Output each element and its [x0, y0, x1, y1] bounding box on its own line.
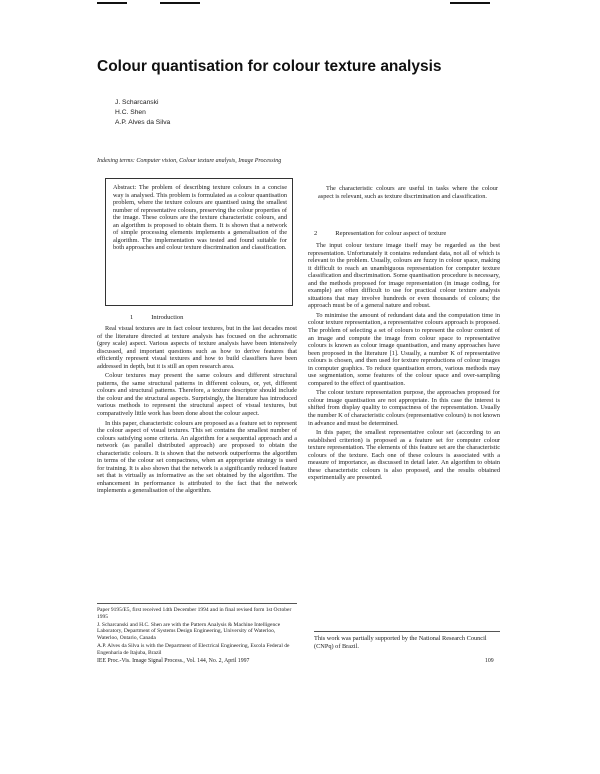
section-1-heading — [130, 314, 201, 321]
footnote: J. Scharcanski and H.C. Shen are with the Pattern Analysis & Machine Intelligence Laboratory, Department of Systems Design Engineering, University of Waterloo, Waterloo, Ontario, Canada — [97, 621, 281, 642]
paragraph: The colour texture representation purpose, the approaches proposed for colour image quantisation are not appropriate. In this case the interest is shifted from display quality to compactness of the representation. Usually the number K of characteristic colours (representative colours) is not known in advance and must be determined. — [308, 389, 500, 427]
section-2-heading — [314, 230, 464, 237]
paragraph: The characteristic colours are useful in tasks where the colour aspect is relevant, such as texture discrimination and classification. — [318, 185, 498, 200]
introduction-body — [97, 325, 297, 497]
paper-footnotes — [97, 603, 297, 658]
section-title: Introduction — [151, 314, 184, 321]
author-name: J. Scharcanski — [115, 99, 159, 106]
paragraph: Real visual textures are in fact colour textures, but in the last decades most of the literature directed at texture analysis has focused on the achromatic (grey scale) aspect. Various aspects of texture analysis have been intensively discussed, and important questions such as how to derive features that efficiently represent visual textures and how to build classifiers have been addressed in depth, but it is still an open research area. — [97, 325, 297, 370]
footnote: A.P. Alves da Silva is with the Department of Electrical Engineering, Escola Federal de Engenharia de Itajuba, Brazil — [97, 642, 290, 656]
top-rule-middle — [160, 2, 200, 4]
paper-title: Colour quantisation for colour texture analysis — [97, 58, 442, 75]
abstract — [113, 184, 287, 254]
paragraph: The input colour texture image itself may be regarded as the best representation. Unfortunately it contains redundant data, not all of which is relevant to the problem. Usually, colours are fuzzy in colour space, making it difficult to reach an unambiguous representation for computer texture classification and discrimination. Some quantisation procedure is necessary, and the methods proposed for image representation (in image coding, for example) are often difficult to use for practical colour texture analysis situations that may involve hundreds or even thousands of colours; the approach must be of a general nature and robust. — [308, 242, 500, 310]
section-title: Representation for colour aspect of texture — [335, 230, 447, 237]
indexing-terms: Indexing terms: Computer vision, Colour texture analysis, Image Processing — [97, 158, 282, 164]
journal-citation: IEE Proc.-Vis. Image Signal Process., Vol. 144, No. 2, April 1997 — [97, 658, 250, 664]
author-name: H.C. Shen — [115, 109, 146, 116]
paragraph: In this paper, the smallest representative colour set (according to an established criterion) is proposed as a feature set for computer colour texture representation. The elements of this feature set are the characteristic colours of the texture. Each one of these colours is associated with a measure of importance, as discussed in detail later. An algorithm to obtain these characteristic colours is also proposed, and the results obtained experimentally are presented. — [308, 429, 500, 482]
author-list — [115, 98, 170, 128]
section-number: 1 — [130, 314, 134, 321]
page-number: 109 — [485, 658, 494, 664]
footnote: Paper 9195/E5, first received 14th December 1994 and in final revised form 1st October 1995 — [97, 607, 292, 620]
author-name: A.P. Alves da Silva — [115, 119, 171, 126]
paragraph: Colour textures may present the same colours and different structural patterns, the same structural patterns in different colours, or, yet, different colours and structural patterns. Therefore, a texture descriptor should include the colour and the structural aspects. Surprisingly, the literature has introduced various methods to represent the structural aspect of visual textures, but comparatively little work has been done about the colour aspect. — [97, 372, 297, 418]
top-rule-right — [450, 2, 490, 4]
section-2-body — [308, 242, 500, 484]
paragraph: In this paper, characteristic colours are proposed as a feature set to represent the colour aspect of visual textures. This set contains the smallest number of colours satisfying some criteria. An algorithm for a sequential approach and a network (as parallel distributed approach) are proposed to obtain the characteristic colours. It is shown that the network outperforms the algorithm in terms of the colour set compactness, when an appropriate strategy is used for training. It is also shown that the network is a significantly reduced feature set that is virtually as informative as the set obtained by the algorithm. The enhancement in performance is attributed to the fact that the network implements a generalisation of the algorithm. — [97, 419, 297, 495]
abstract-text: Abstract: The problem of describing texture colours in a concise way is analysed. This problem is formulated as a colour quantisation problem, where the texture colours are quantised using the smallest number of representative colours, preserving the colour properties of the image. These colours are the texture characteristic colours, and an algorithm is proposed to obtain them. It is shown that a network of simple processing elements implements a generalisation of the algorithm. The implementation was tested and found suitable for both approaches and colour texture discrimination and classification. — [113, 184, 287, 252]
right-intro — [318, 185, 498, 202]
section-number: 2 — [314, 230, 318, 237]
funding-note: This work was partially supported by the National Research Council (CNPq) of Brazil. — [314, 631, 500, 650]
top-rule-left — [97, 2, 127, 4]
paragraph: To minimise the amount of redundant data and the computation time in colour texture representation, a representative colours approach is proposed. The problem of selecting a set of colours to represent the colour content of an image and compute the image from colour space to representative colours is known as colour image quantisation, and many approaches have been proposed in the literature [1]. Usually, a number K of representative colours is chosen, and then used for texture reproductions of colour images in computer graphics. To reduce quantisation errors, various methods may use segmentation, some features of the colour space and over-sampling compared to the effect of quantisation. — [308, 311, 500, 387]
